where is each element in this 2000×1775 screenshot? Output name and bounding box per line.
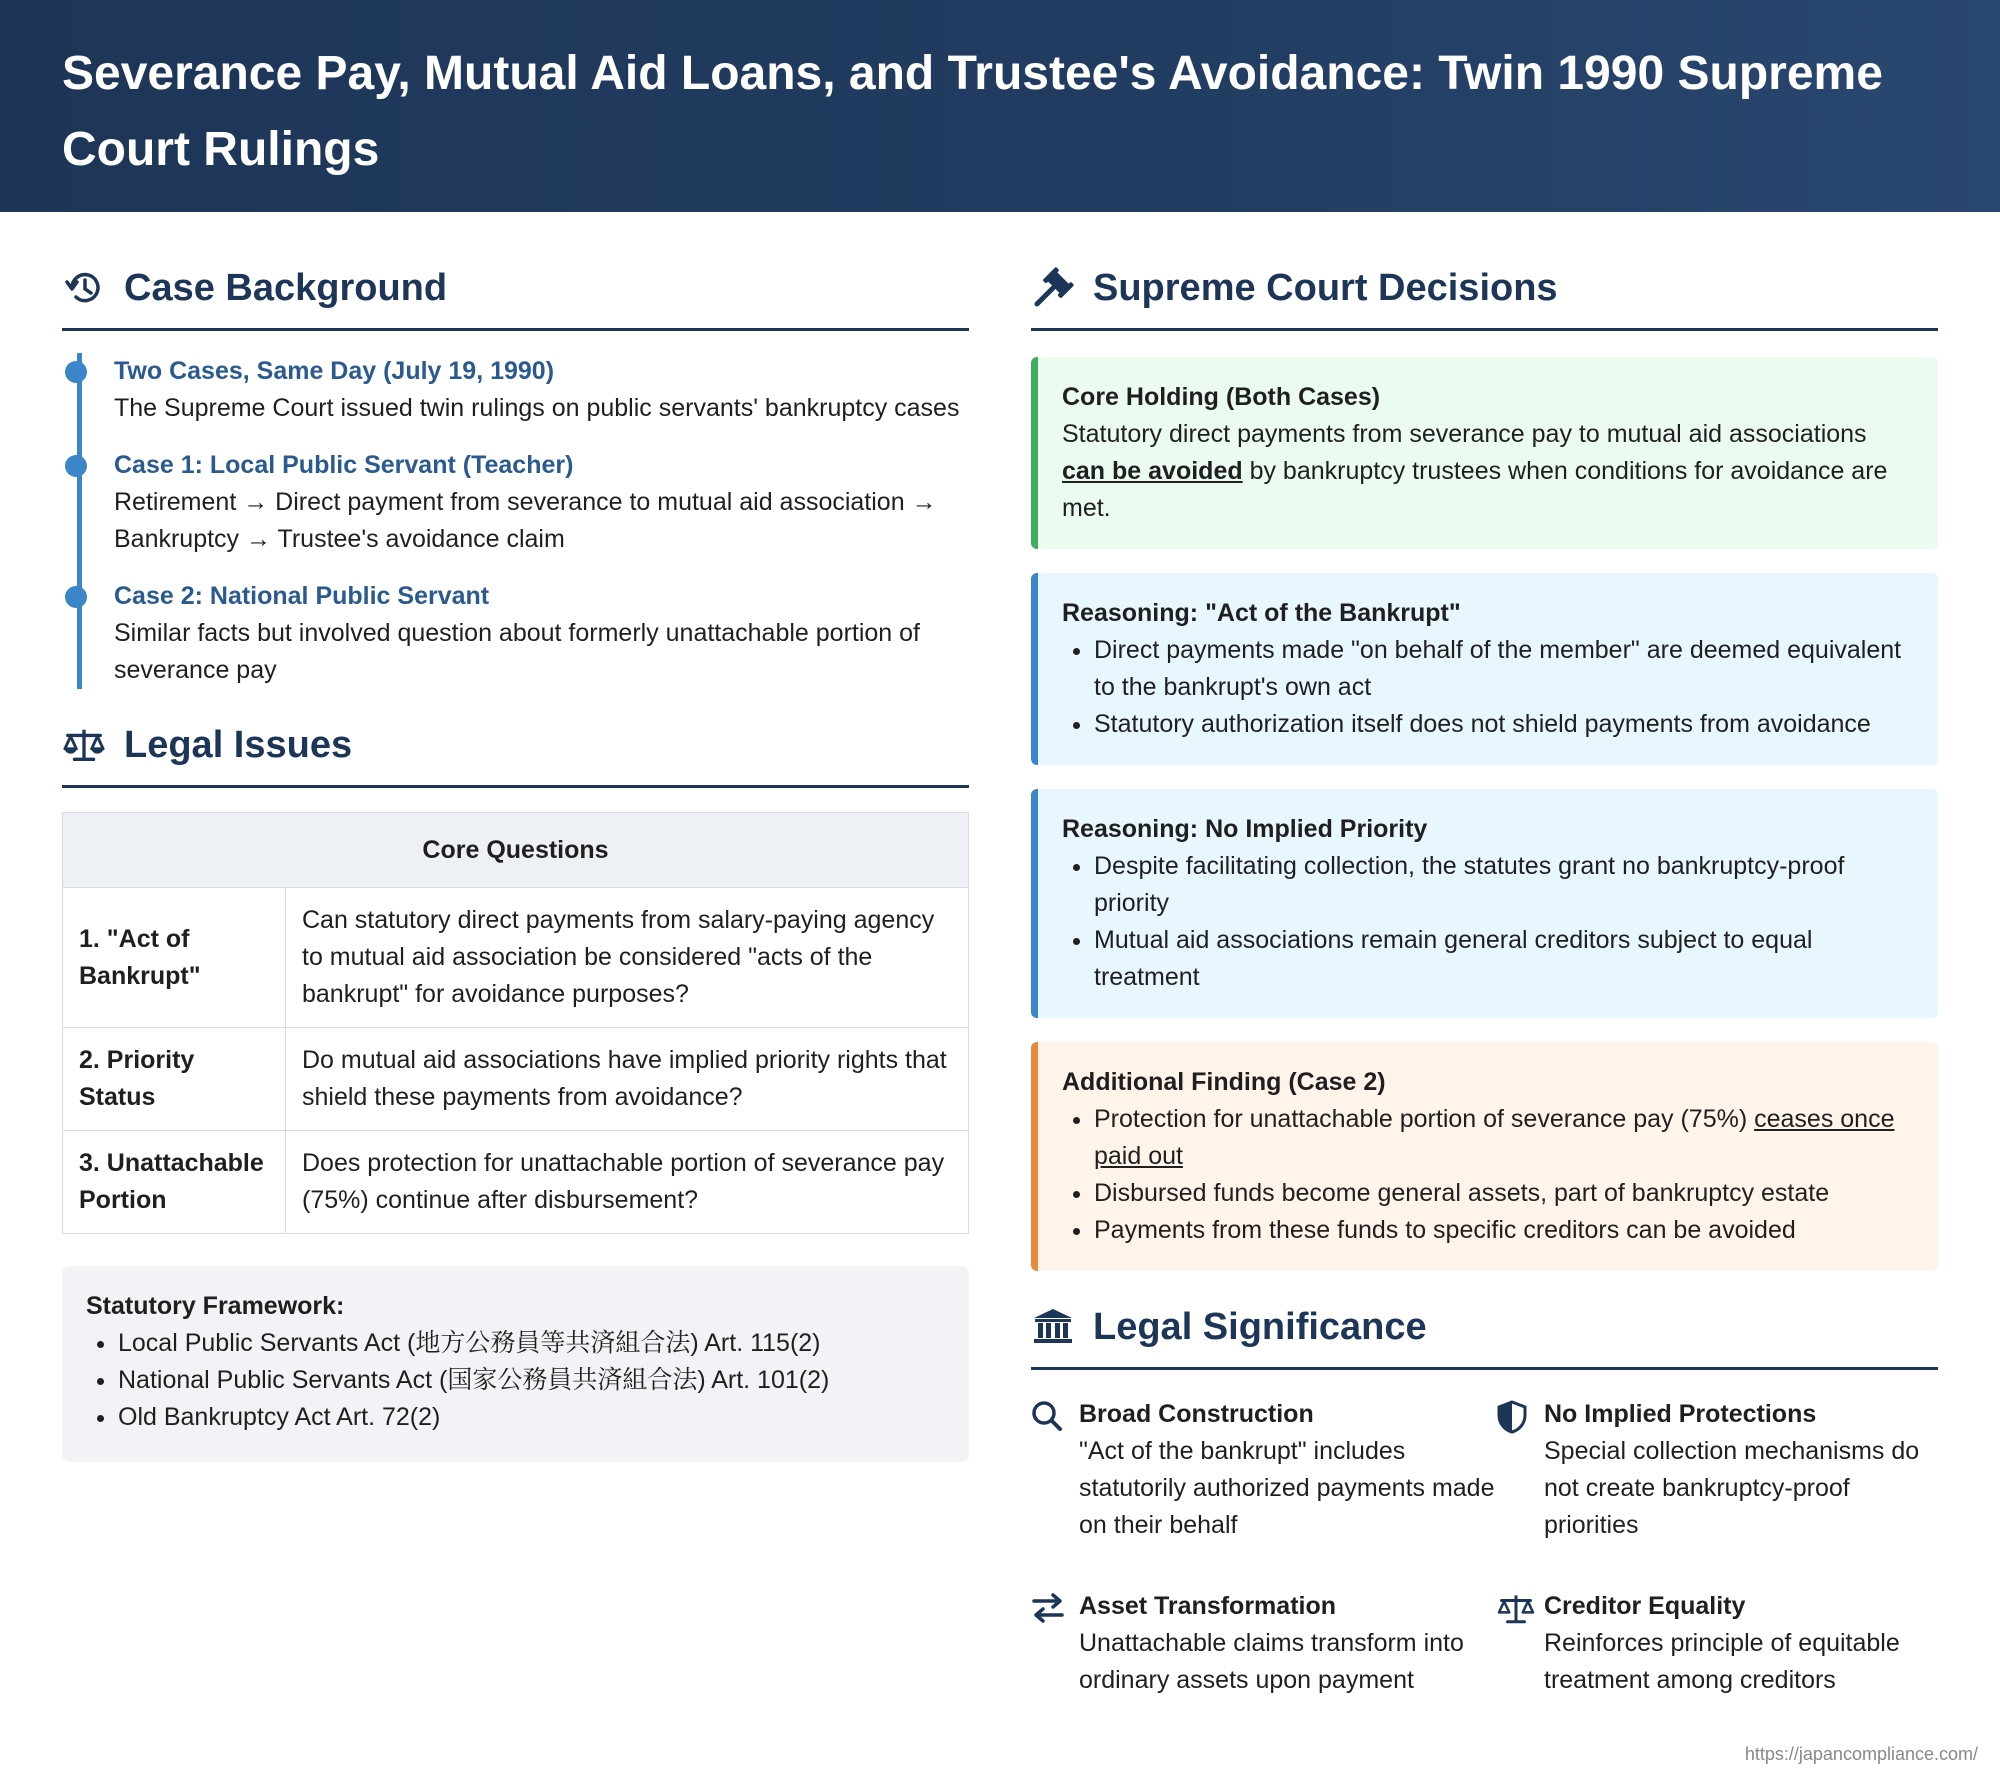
scales-icon — [62, 723, 106, 767]
table-row — [63, 888, 969, 1028]
footer-url: https://japancompliance.com/ — [1744, 1744, 1978, 1764]
case-background-heading — [62, 258, 969, 331]
card-text — [1062, 416, 1914, 527]
search-icon — [1031, 1396, 1079, 1544]
card-text-part: by bankruptcy trustees when conditions for avoidance are met. — [1062, 457, 1888, 522]
page-title: Severance Pay, Mutual Aid Loans, and Trustee's Avoidance: Twin 1990 Supreme Court Rulings — [62, 47, 1883, 176]
emphasis-text: ceases once paid out — [1094, 1105, 1895, 1170]
timeline-dot — [65, 361, 87, 383]
page-header — [0, 0, 2000, 212]
timeline-item — [114, 353, 969, 427]
significance-item — [1496, 1396, 1938, 1544]
issue-question: Does protection for unattachable portion of severance pay (75%) continue after disbursement? — [286, 1131, 969, 1234]
timeline-text: Retirement → Direct payment from severance to mutual aid association → Bankruptcy → Trustee's avoidance claim — [114, 488, 937, 553]
list-item: • Mutual aid associations remain general creditors subject to equal treatment — [1094, 922, 1914, 996]
timeline-title: Two Cases, Same Day (July 19, 1990) — [114, 357, 555, 385]
shield-icon — [1496, 1396, 1544, 1544]
card-list — [1062, 632, 1914, 743]
section-title: Case Background — [124, 266, 448, 309]
legal-significance-heading — [1031, 1297, 1938, 1370]
table-row — [63, 1028, 969, 1131]
significance-title: No Implied Protections — [1544, 1400, 1817, 1428]
core-holding-card — [1031, 357, 1938, 549]
timeline-item — [114, 447, 969, 558]
statutory-title: Statutory Framework: — [86, 1292, 345, 1320]
significance-item — [1031, 1588, 1496, 1699]
scales-icon — [1496, 1588, 1544, 1699]
section-title: Legal Significance — [1093, 1305, 1427, 1348]
table-header: Core Questions — [63, 813, 969, 888]
card-title: Reasoning: "Act of the Bankrupt" — [1062, 599, 1461, 627]
timeline-dot — [65, 455, 87, 477]
table-row — [63, 1131, 969, 1234]
section-title: Supreme Court Decisions — [1093, 266, 1558, 309]
list-text-part: Protection for unattachable portion of severance pay (75%) — [1094, 1105, 1748, 1133]
issue-key: 1. "Act of Bankrupt" — [63, 888, 286, 1028]
timeline-text: Similar facts but involved question about formerly unattachable portion of severance pay — [114, 619, 921, 684]
list-item: • Payments from these funds to specific creditors can be avoided — [1094, 1212, 1914, 1249]
list-item: • Direct payments made "on behalf of the member" are deemed equivalent to the bankrupt's own act — [1094, 632, 1914, 706]
list-item: • Old Bankruptcy Act Art. 72(2) — [118, 1399, 945, 1436]
significance-text: "Act of the bankrupt" includes statutorily authorized payments made on their behalf — [1079, 1437, 1495, 1539]
legal-issues-heading — [62, 715, 969, 788]
list-item: • Statutory authorization itself does not shield payments from avoidance — [1094, 706, 1914, 743]
significance-title: Creditor Equality — [1544, 1592, 1746, 1620]
bank-icon — [1031, 1305, 1075, 1349]
case-timeline — [62, 353, 969, 689]
card-title: Additional Finding (Case 2) — [1062, 1068, 1386, 1096]
card-list — [1062, 1101, 1914, 1249]
list-item: • Local Public Servants Act (地方公務員等共済組合法) Art. 115(2) — [118, 1325, 945, 1362]
significance-item — [1496, 1588, 1938, 1699]
significance-grid — [1031, 1396, 1938, 1699]
emphasis-text: can be avoided — [1062, 457, 1243, 485]
card-title: Core Holding (Both Cases) — [1062, 383, 1381, 411]
issue-question: Can statutory direct payments from salary-paying agency to mutual aid association be considered "acts of the bankrupt" for avoidance purposes? — [286, 888, 969, 1028]
history-icon — [62, 266, 106, 310]
statutory-framework-box — [62, 1266, 969, 1462]
gavel-icon — [1031, 266, 1075, 310]
issue-key: 2. Priority Status — [63, 1028, 286, 1131]
timeline-title: Case 1: Local Public Servant (Teacher) — [114, 451, 574, 479]
significance-text: Unattachable claims transform into ordinary assets upon payment — [1079, 1629, 1464, 1694]
left-column — [62, 258, 969, 1462]
timeline-title: Case 2: National Public Servant — [114, 582, 490, 610]
list-item: • Despite facilitating collection, the statutes grant no bankruptcy-proof priority — [1094, 848, 1914, 922]
additional-finding-card — [1031, 1042, 1938, 1271]
issue-key: 3. Unattachable Portion — [63, 1131, 286, 1234]
card-text-part: Statutory direct payments from severance pay to mutual aid associations — [1062, 420, 1867, 448]
significance-title: Asset Transformation — [1079, 1592, 1337, 1620]
issue-question: Do mutual aid associations have implied priority rights that shield these payments from avoidance? — [286, 1028, 969, 1131]
core-questions-table — [62, 812, 969, 1234]
timeline-bar — [77, 353, 82, 689]
significance-item — [1031, 1396, 1496, 1544]
significance-text: Special collection mechanisms do not create bankruptcy-proof priorities — [1544, 1437, 1920, 1539]
exchange-arrows-icon — [1031, 1588, 1079, 1699]
reasoning-act-card — [1031, 573, 1938, 765]
statutory-list — [86, 1325, 945, 1436]
list-item: • National Public Servants Act (国家公務員共済組合法) Art. 101(2) — [118, 1362, 945, 1399]
right-column — [1031, 258, 1938, 1699]
significance-text: Reinforces principle of equitable treatment among creditors — [1544, 1629, 1900, 1694]
significance-title: Broad Construction — [1079, 1400, 1314, 1428]
decisions-heading — [1031, 258, 1938, 331]
timeline-text: The Supreme Court issued twin rulings on public servants' bankruptcy cases — [114, 394, 960, 422]
timeline-item — [114, 578, 969, 689]
card-list — [1062, 848, 1914, 996]
list-item: • Disbursed funds become general assets, part of bankruptcy estate — [1094, 1175, 1914, 1212]
list-item — [1094, 1101, 1914, 1175]
section-title: Legal Issues — [124, 723, 353, 766]
card-title: Reasoning: No Implied Priority — [1062, 815, 1428, 843]
reasoning-priority-card — [1031, 789, 1938, 1018]
timeline-dot — [65, 586, 87, 608]
